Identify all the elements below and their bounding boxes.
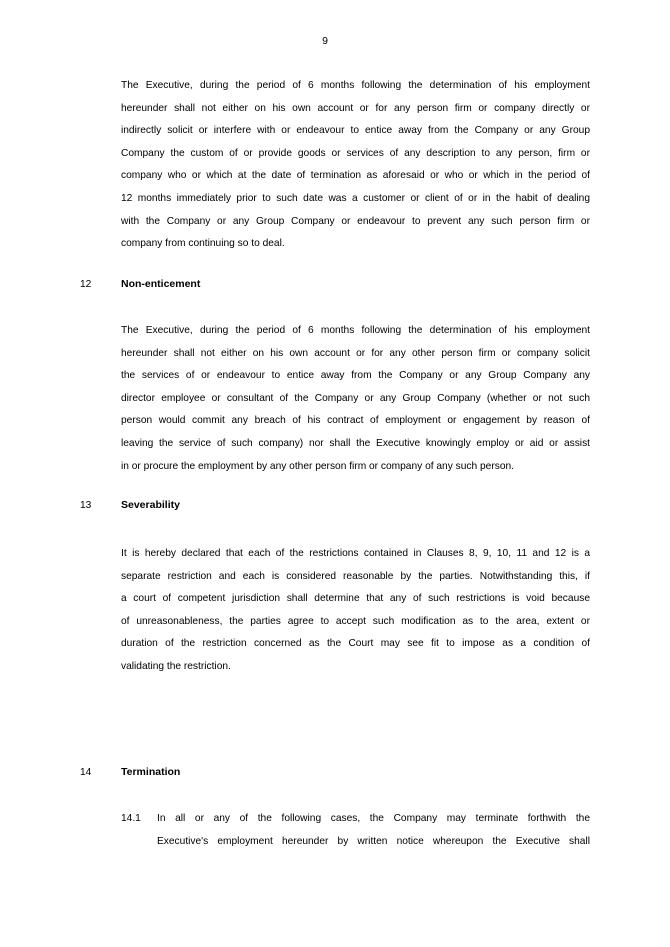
paragraph-line: with the Company or any Group Company or endeavour to prevent any such person firm or (121, 215, 590, 227)
clause-12-heading-row (80, 277, 200, 292)
paragraph-line: In all or any of the following cases, the Company may terminate forthwith the (157, 813, 590, 824)
clause-number: 12 (80, 279, 92, 290)
paragraph-line: The Executive, during the period of 6 months following the determination of his employment (121, 325, 590, 336)
paragraph-line: director employee or consultant of the Company or any Group Company (whether or not such (121, 392, 590, 404)
subclause-paragraph (157, 808, 590, 853)
paragraph-line: duration of the restriction concerned as the Court may see fit to impose as a condition of (121, 638, 590, 650)
paragraph-line: company who or which at the date of termination as aforesaid or who or which in the period of (121, 170, 590, 182)
clause-13-paragraph (121, 543, 590, 679)
clause-number: 13 (80, 500, 92, 511)
paragraph-line: Company the custom of or provide goods or services of any description to any person, firm or (121, 147, 590, 159)
paragraph-line: hereunder shall not either on his own account or for any other person firm or company solicit (121, 347, 590, 359)
clause-number: 14 (80, 767, 92, 778)
clause-14-heading-row (80, 765, 180, 780)
subclause-14-1 (121, 808, 590, 853)
paragraph-line: separate restriction and each is considered reasonable by the parties. Notwithstanding this, if (121, 570, 590, 582)
paragraph-line: leaving the service of such company) nor shall the Executive knowingly employ or aid or assist (121, 437, 590, 449)
paragraph-line: company from continuing so to deal. (121, 238, 285, 250)
paragraph-line: a court of competent jurisdiction shall determine that any of such restrictions is void because (121, 593, 590, 605)
paragraph-line: validating the restriction. (121, 660, 231, 672)
clause-12-paragraph (121, 320, 590, 478)
clause-heading: Non-enticement (121, 278, 201, 290)
paragraph-line: 12 months immediately prior to such date was a customer or client of or in the habit of dealing (121, 192, 590, 204)
clause-13-heading-row (80, 498, 180, 513)
paragraph-line: Executive's employment hereunder by written notice whereupon the Executive shall (157, 835, 590, 847)
clause-heading: Severability (121, 499, 180, 511)
paragraph-line: in or procure the employment by any other person firm or company of any such person. (121, 460, 514, 472)
subclause-number: 14.1 (121, 813, 141, 824)
paragraph-line: the services of or endeavour to entice away from the Company or any Group Company any (121, 370, 590, 382)
page-number: 9 (322, 35, 328, 47)
continuation-paragraph (121, 75, 590, 256)
paragraph-line: of unreasonableness, the parties agree to accept such modification as to the area, extent or (121, 615, 590, 627)
paragraph-line: The Executive, during the period of 6 months following the determination of his employment (121, 80, 590, 91)
paragraph-line: person would commit any breach of his contract of employment or engagement by reason of (121, 415, 590, 427)
clause-heading: Termination (121, 766, 181, 778)
paragraph-line: indirectly solicit or interfere with or endeavour to entice away from the Company or any Group (121, 125, 590, 137)
paragraph-line: hereunder shall not either on his own account or for any person firm or company directly or (121, 102, 590, 114)
paragraph-line: It is hereby declared that each of the restrictions contained in Clauses 8, 9, 10, 11 and 12 is a (121, 548, 590, 559)
